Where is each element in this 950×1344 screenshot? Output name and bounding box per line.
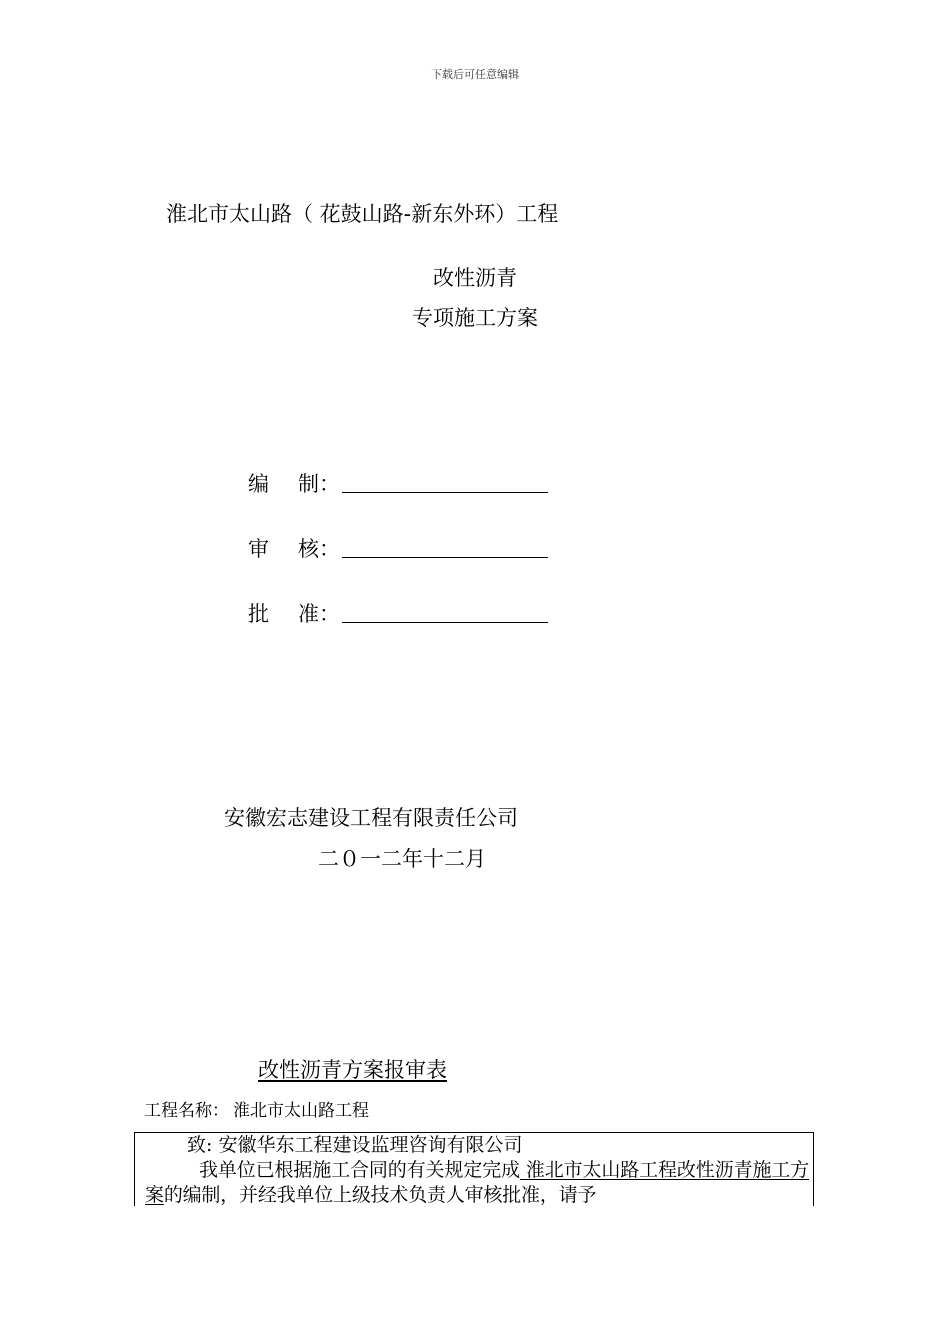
signature-label-char: 编 (248, 472, 269, 496)
company-name: 安徽宏志建设工程有限责任公司 (224, 806, 518, 830)
body-underlined-plan: 淮北市太山路工程改性沥青施工方案 (145, 1159, 810, 1206)
signature-label-approve (248, 598, 340, 628)
project-name-value: 淮北市太山路工程 (233, 1101, 369, 1121)
form-table (134, 1132, 814, 1206)
signature-label-compile (248, 468, 340, 498)
doc-title-line1: 改性沥青 (433, 266, 517, 290)
project-name-label: 工程名称： (144, 1101, 229, 1121)
project-title: 淮北市太山路（ 花鼓山路-新东外环）工程 (166, 202, 559, 226)
form-title: 改性沥青方案报审表 (258, 1058, 447, 1082)
signature-label-char: 制： (298, 472, 340, 496)
signature-label-char: 核： (298, 537, 340, 561)
signature-label-char: 准： (298, 602, 340, 626)
body-suffix: 的编制，并经我单位上级技术负责人审核批准，请予 (163, 1184, 597, 1206)
document-date: 二０一二年十二月 (318, 847, 486, 871)
header-note: 下载后可任意编辑 (431, 68, 519, 81)
signature-label-char: 审 (248, 537, 269, 561)
signature-line-approve[interactable] (342, 622, 548, 623)
project-name-row (144, 1096, 369, 1121)
addressee-line: 致: 安徽华东工程建设监理咨询有限公司 (187, 1134, 523, 1156)
signature-label-review (248, 533, 340, 563)
body-prefix: 我单位已根据施工合同的有关规定完成 (199, 1159, 520, 1181)
form-body-paragraph (145, 1158, 809, 1208)
signature-line-review[interactable] (342, 557, 548, 558)
doc-title-line2: 专项施工方案 (412, 306, 538, 330)
signature-line-compile[interactable] (342, 492, 548, 493)
signature-label-char: 批 (248, 602, 269, 626)
